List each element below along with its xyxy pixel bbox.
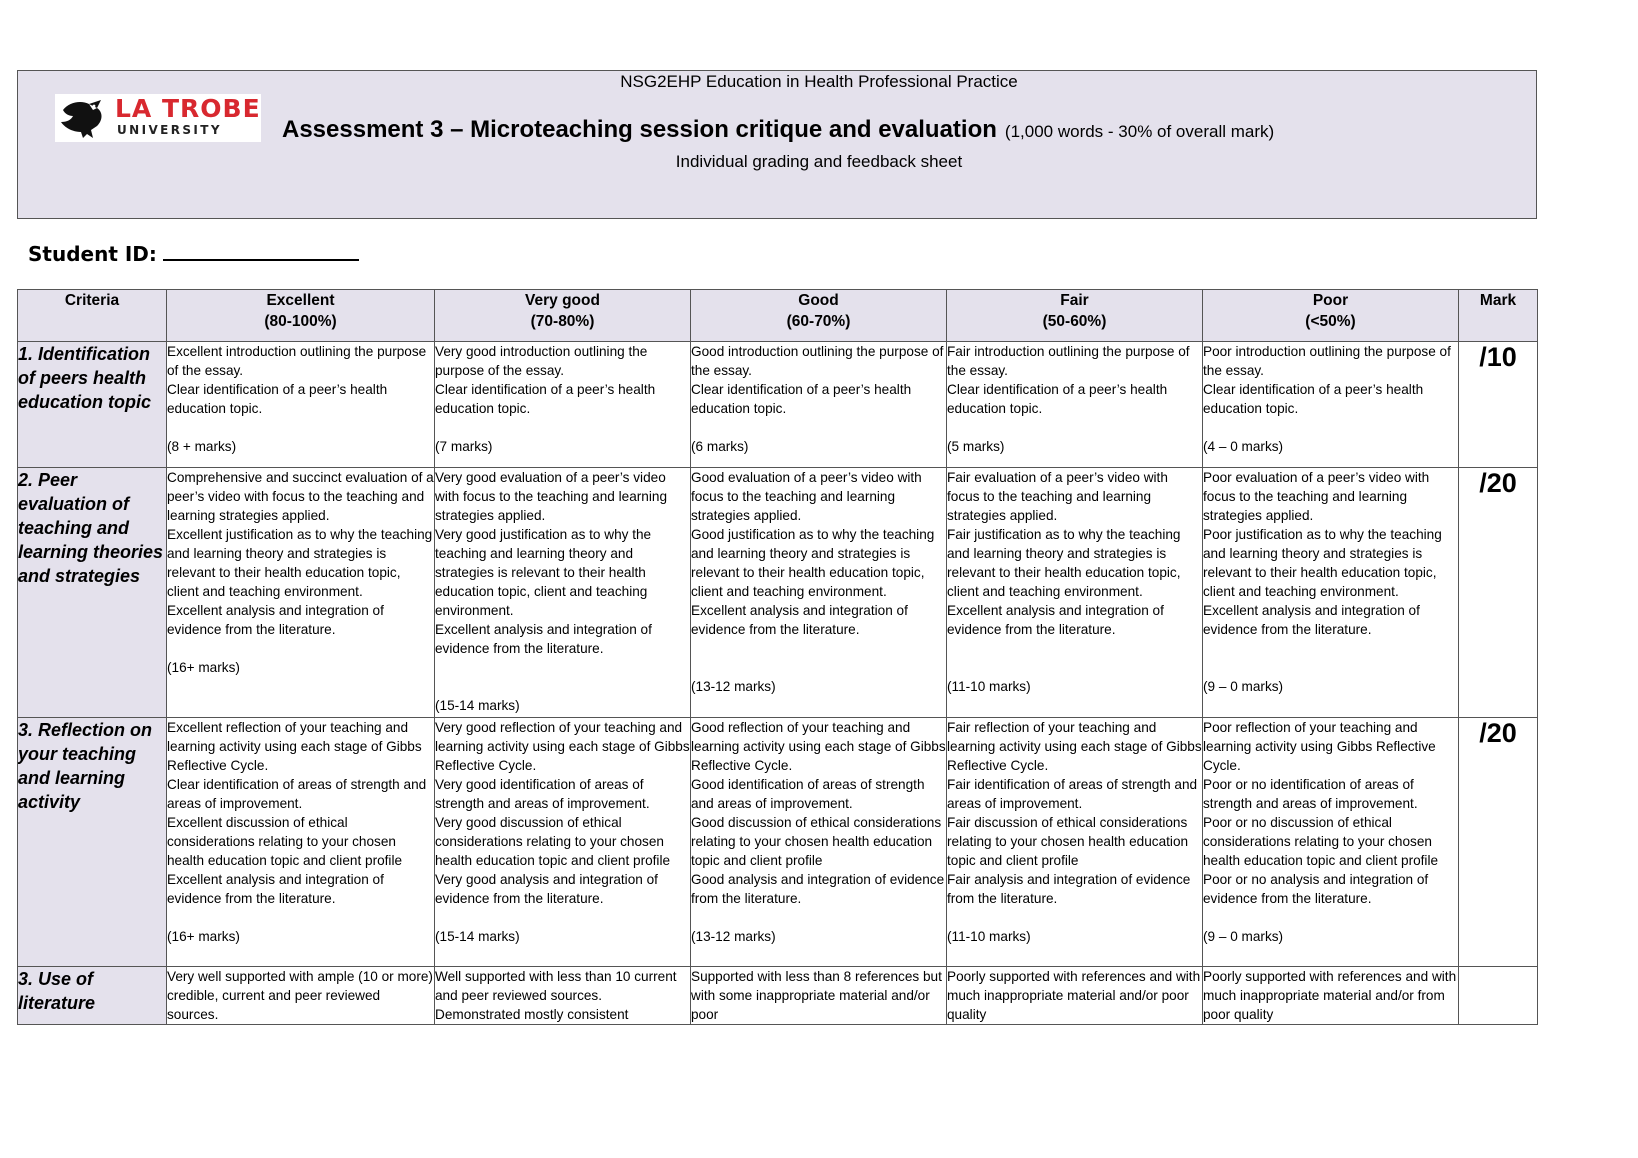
student-id-field — [28, 241, 359, 266]
table-row — [18, 342, 1538, 468]
rubric-cell: Very good reflection of your teaching and learning activity using each stage of Gibbs Reflective Cycle. Very good identification of areas of strength and areas of improvement. Very good discussion of ethical considerations relating to your chosen health education topic and client profile Very good analysis and integration of evidence from the literature. (15-14 marks) — [435, 718, 691, 967]
rubric-cell: Excellent introduction outlining the purpose of the essay. Clear identification of a peer’s health education topic. (8 + marks) — [167, 342, 435, 468]
rubric-cell: Good evaluation of a peer’s video with focus to the teaching and learning strategies applied. Good justification as to why the teaching and learning theory and strategies is relevant to their health education topic, client and teaching environment. Excellent analysis and integration of evidence from the literature. (13-12 marks) — [691, 468, 947, 718]
mark-total: /20 — [1459, 468, 1538, 718]
col-fair-header: Fair (50-60%) — [947, 290, 1203, 342]
logo-wordmark: LA TROBE — [115, 94, 261, 123]
mark-total: /10 — [1459, 342, 1538, 468]
rubric-cell: Fair evaluation of a peer’s video with focus to the teaching and learning strategies applied. Fair justification as to why the teaching and learning theory and strategies is relevant to their health education topic, client and teaching environment. Excellent analysis and integration of evidence from the literature. (11-10 marks) — [947, 468, 1203, 718]
assessment-word-count: (1,000 words - 30% of overall mark) — [1004, 122, 1275, 141]
rubric-cell: Supported with less than 8 references but with some inappropriate material and/or poor — [691, 967, 947, 1025]
course-title: NSG2EHP Education in Health Professional Practice — [620, 72, 1018, 91]
university-logo — [55, 94, 261, 142]
student-id-label: Student ID: — [28, 242, 157, 266]
rubric-cell: Poorly supported with references and with much inappropriate material and/or from poor quality — [1203, 967, 1459, 1025]
table-row — [18, 967, 1538, 1025]
rubric-cell: Very good evaluation of a peer’s video with focus to the teaching and learning strategies applied. Very good justification as to why the teaching and learning theory and strategies is relevant to their health education topic, client and teaching environment. Excellent analysis and integration of evidence from the literature. (15-14 marks) — [435, 468, 691, 718]
rubric-cell: Poor evaluation of a peer’s video with focus to the teaching and learning strategies applied. Poor justification as to why the teaching and learning theory and strategies is relevant to their health education topic, client and teaching environment. Excellent analysis and integration of evidence from the literature. (9 – 0 marks) — [1203, 468, 1459, 718]
rubric-cell: Poor introduction outlining the purpose of the essay. Clear identification of a peer’s health education topic. (4 – 0 marks) — [1203, 342, 1459, 468]
rubric-cell: Very good introduction outlining the purpose of the essay. Clear identification of a peer’s health education topic. (7 marks) — [435, 342, 691, 468]
col-criteria-header: Criteria — [18, 290, 167, 342]
rubric-cell: Fair reflection of your teaching and learning activity using each stage of Gibbs Reflective Cycle. Fair identification of areas of strength and areas of improvement. Fair discussion of ethical considerations relating to your chosen health education topic and client profile Fair analysis and integration of evidence from the literature. (11-10 marks) — [947, 718, 1203, 967]
criterion-label: 3. Reflection on your teaching and learning activity — [18, 718, 167, 967]
mark-total — [1459, 967, 1538, 1025]
rubric-cell: Poorly supported with references and with much inappropriate material and/or poor quality — [947, 967, 1203, 1025]
rubric-cell: Well supported with less than 10 current and peer reviewed sources. Demonstrated mostly consistent — [435, 967, 691, 1025]
rubric-cell: Excellent reflection of your teaching and learning activity using each stage of Gibbs Reflective Cycle. Clear identification of areas of strength and areas of improvement. Excellent discussion of ethical considerations relating to your chosen health education topic and client profile Excellent analysis and integration of evidence from the literature. (16+ marks) — [167, 718, 435, 967]
table-row — [18, 468, 1538, 718]
criterion-label: 1. Identification of peers health education topic — [18, 342, 167, 468]
criterion-label: 3. Use of literature — [18, 967, 167, 1025]
student-id-blank[interactable] — [163, 241, 359, 261]
col-very-good-header: Very good (70-80%) — [435, 290, 691, 342]
rubric-cell: Comprehensive and succinct evaluation of a peer’s video with focus to the teaching and learning strategies applied. Excellent justification as to why the teaching and learning theory and strategies is relevant to their health education topic, client and teaching environment. Excellent analysis and integration of evidence from the literature. (16+ marks) — [167, 468, 435, 718]
col-excellent-header: Excellent (80-100%) — [167, 290, 435, 342]
rubric-cell: Fair introduction outlining the purpose of the essay. Clear identification of a peer’s health education topic. (5 marks) — [947, 342, 1203, 468]
rubric-table — [17, 289, 1538, 1025]
col-mark-header: Mark — [1459, 290, 1538, 342]
col-good-header: Good (60-70%) — [691, 290, 947, 342]
rubric-cell: Good introduction outlining the purpose of the essay. Clear identification of a peer’s health education topic. (6 marks) — [691, 342, 947, 468]
assessment-title: Assessment 3 – Microteaching session critique and evaluation — [282, 116, 997, 143]
table-row — [18, 718, 1538, 967]
col-poor-header: Poor (<50%) — [1203, 290, 1459, 342]
rubric-cell: Very well supported with ample (10 or more) credible, current and peer reviewed sources. — [167, 967, 435, 1025]
assessment-title-line — [282, 116, 1274, 144]
header-banner — [17, 70, 1537, 219]
rubric-cell: Good reflection of your teaching and learning activity using each stage of Gibbs Reflective Cycle. Good identification of areas of strength and areas of improvement. Good discussion of ethical considerations relating to your chosen health education topic and client profile Good analysis and integration of evidence from the literature. (13-12 marks) — [691, 718, 947, 967]
eagle-icon — [57, 96, 109, 140]
sheet-subtitle: Individual grading and feedback sheet — [675, 152, 963, 171]
header-row — [18, 290, 1538, 342]
mark-total: /20 — [1459, 718, 1538, 967]
rubric-cell: Poor reflection of your teaching and learning activity using Gibbs Reflective Cycle. Poor or no identification of areas of strength and areas of improvement. Poor or no discussion of ethical considerations relating to your chosen health education topic and client profile Poor or no analysis and integration of evidence from the literature. (9 – 0 marks) — [1203, 718, 1459, 967]
logo-subtext: UNIVERSITY — [117, 123, 222, 137]
criterion-label: 2. Peer evaluation of teaching and learning theories and strategies — [18, 468, 167, 718]
